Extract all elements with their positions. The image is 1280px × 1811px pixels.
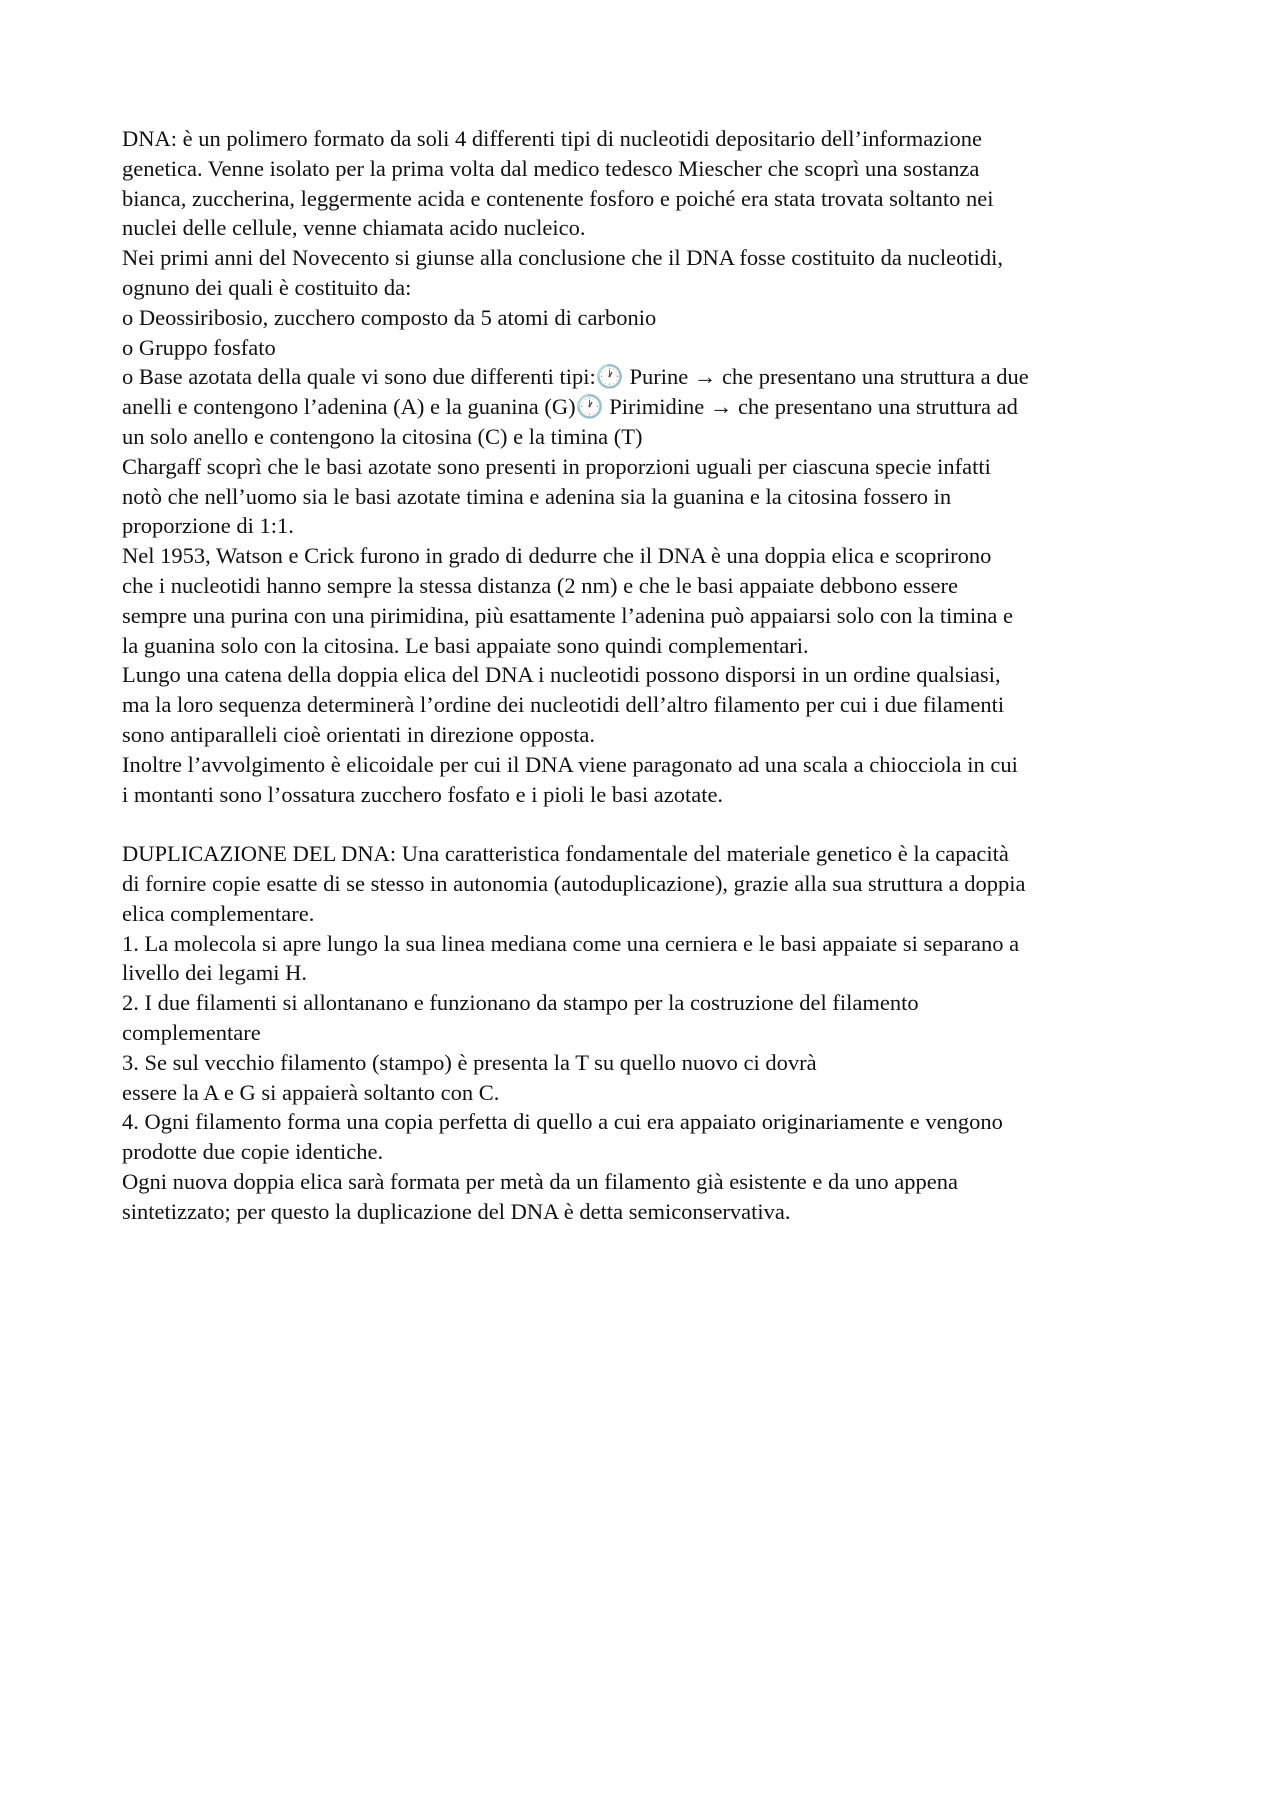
text-line: i montanti sono l’ossatura zucchero fosfato e i pioli le basi azotate. (122, 781, 724, 807)
numbered-item: 4. Ogni filamento forma una copia perfetta di quello a cui era appaiato originariamente e vengono (122, 1109, 1003, 1135)
text-line: bianca, zuccherina, leggermente acida e contenente fosforo e poiché era stata trovata soltanto nei (122, 185, 994, 211)
text-line: notò che nell’uomo sia le basi azotate timina e adenina sia la guanina e la citosina fossero in (122, 483, 952, 509)
text-line: Lungo una catena della doppia elica del DNA i nucleotidi possono disporsi in un ordine qualsiasi, (122, 662, 1001, 688)
text-line: ognuno dei quali è costituito da: (122, 274, 412, 300)
numbered-item: 1. La molecola si apre lungo la sua linea mediana come una cerniera e le basi appaiate si separano a (122, 930, 1020, 956)
text-line: la guanina solo con la citosina. Le basi appaiate sono quindi complementari. (122, 632, 809, 658)
text-line: di fornire copie esatte di se stesso in autonomia (autoduplicazione), grazie alla sua struttura a doppia (122, 870, 1026, 896)
text-line: prodotte due copie identiche. (122, 1139, 384, 1165)
text-line: DNA: è un polimero formato da soli 4 differenti tipi di nucleotidi depositario dell’informazione (122, 126, 982, 151)
text-line: Nel 1953, Watson e Crick furono in grado di dedurre che il DNA è una doppia elica e scoprirono (122, 543, 992, 569)
section-dna-duplication (122, 839, 1172, 1226)
text-line: nuclei delle cellule, venne chiamata acido nucleico. (122, 215, 586, 241)
list-item: o Deossiribosio, zucchero composto da 5 atomi di carbonio (122, 304, 657, 330)
text-line: livello dei legami H. (122, 960, 307, 986)
numbered-item: 2. I due filamenti si allontanano e funzionano da stampo per la costruzione del filamento (122, 990, 919, 1016)
text-line: proporzione di 1:1. (122, 513, 294, 539)
section-heading-line: DUPLICAZIONE DEL DNA: Una caratteristica fondamentale del materiale genetico è la capacità (122, 841, 1009, 867)
text-line: sintetizzato; per questo la duplicazione del DNA è detta semiconservativa. (122, 1198, 791, 1224)
text-line: Inoltre l’avvolgimento è elicoidale per cui il DNA viene paragonato ad una scala a chiocciola in cui (122, 751, 1018, 777)
text-line: genetica. Venne isolato per la prima volta dal medico tedesco Miescher che scoprì una sostanza (122, 155, 980, 181)
text-line: Chargaff scoprì che le basi azotate sono presenti in proporzioni uguali per ciascuna specie infatti (122, 453, 991, 479)
paragraph-spacer (122, 809, 1172, 839)
list-item: o Gruppo fosfato (122, 334, 276, 360)
text-line: sono antiparalleli cioè orientati in direzione opposta. (122, 721, 595, 747)
text-line: Nei primi anni del Novecento si giunse alla conclusione che il DNA fosse costituito da nucleotidi, (122, 245, 1004, 271)
text-line: essere la A e G si appaierà soltanto con C. (122, 1079, 500, 1105)
text-line: complementare (122, 1019, 261, 1045)
text-line: un solo anello e contengono la citosina (C) e la timina (T) (122, 423, 643, 449)
text-line: anelli e contengono l’adenina (A) e la guanina (G)🕐 Pirimidine → che presentano una struttura ad (122, 394, 1018, 420)
section-dna-structure (122, 124, 1172, 809)
numbered-item: 3. Se sul vecchio filamento (stampo) è presenta la T su quello nuovo ci dovrà (122, 1049, 817, 1075)
text-line: sempre una purina con una pirimidina, più esattamente l’adenina può appaiarsi solo con la timina e (122, 602, 1013, 628)
list-item: o Base azotata della quale vi sono due differenti tipi:🕐 Purine → che presentano una struttura a due (122, 364, 1029, 390)
document-body (122, 124, 1172, 1226)
text-line: che i nucleotidi hanno sempre la stessa distanza (2 nm) e che le basi appaiate debbono essere (122, 572, 958, 598)
text-line: elica complementare. (122, 900, 315, 926)
text-line: ma la loro sequenza determinerà l’ordine dei nucleotidi dell’altro filamento per cui i due filamenti (122, 692, 1005, 718)
text-line: Ogni nuova doppia elica sarà formata per metà da un filamento già esistente e da uno appena (122, 1168, 958, 1194)
